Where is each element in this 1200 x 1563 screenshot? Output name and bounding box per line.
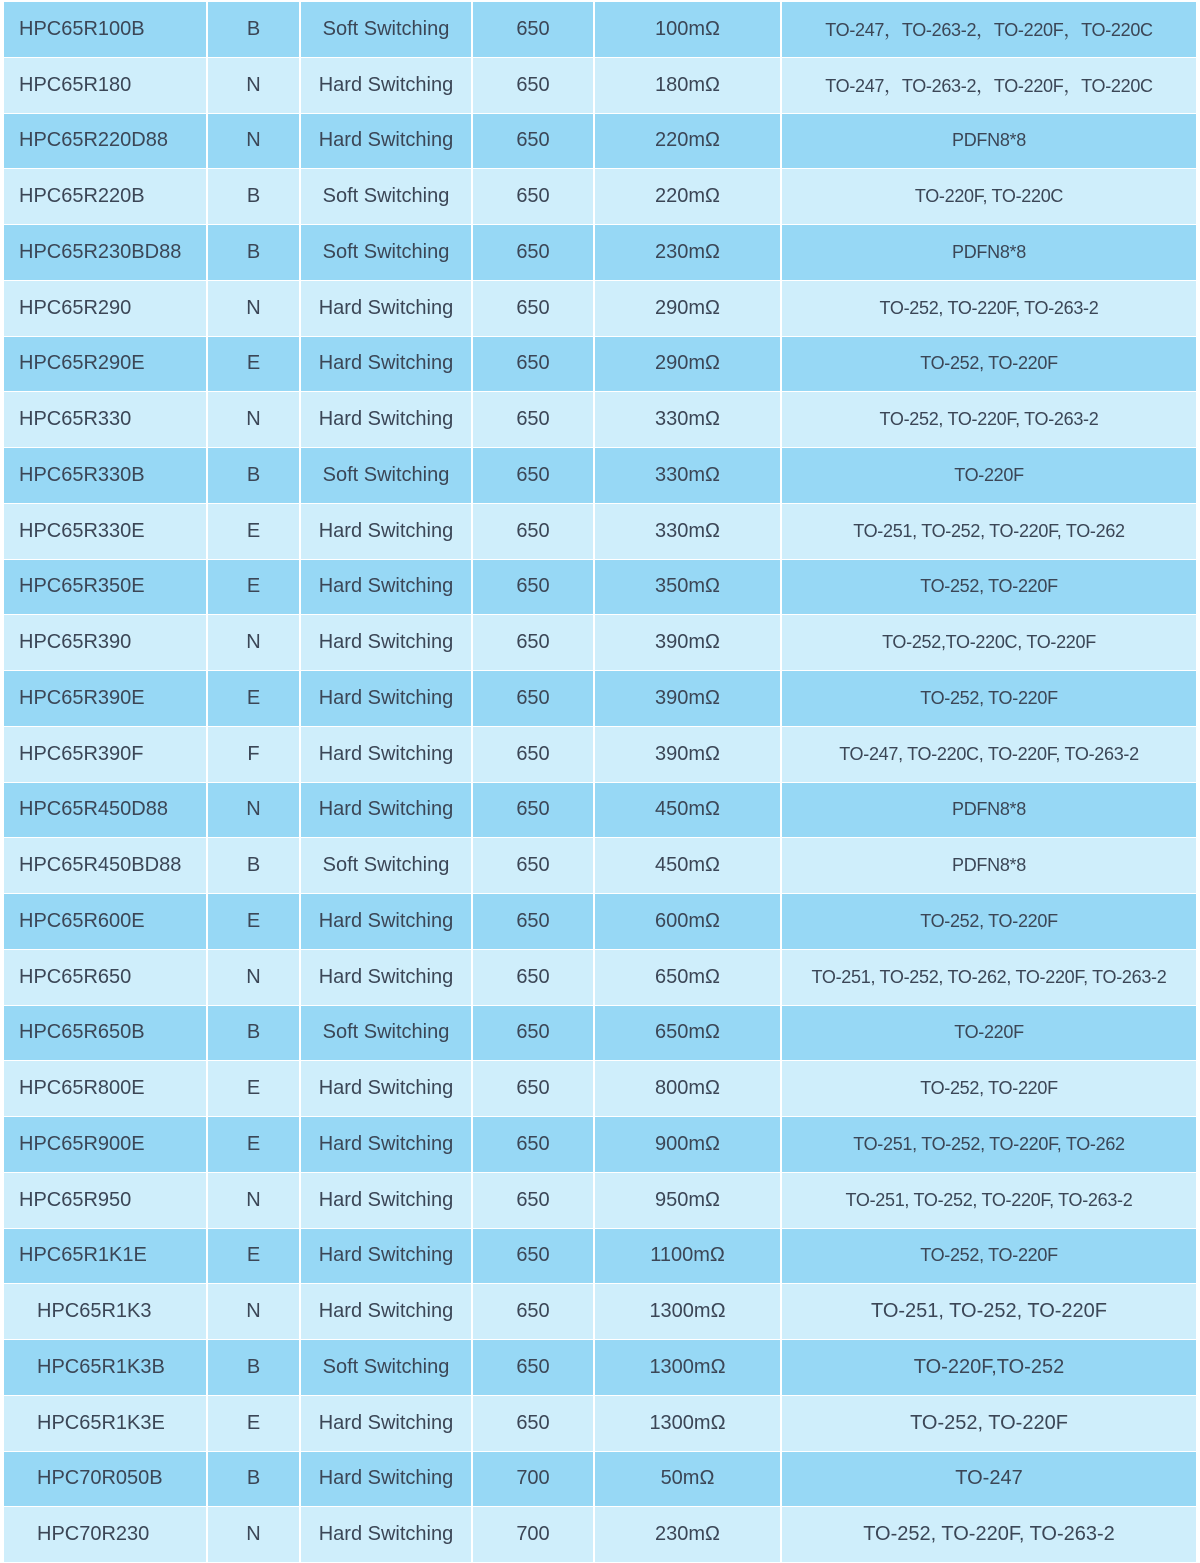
package-cell: TO-251, TO-252, TO-220F, TO-262 [853,520,1125,541]
table-row [4,504,1196,560]
package-cell: TO-220F [954,1022,1024,1043]
resistance-cell: 330mΩ [595,448,782,503]
type-cell: B [208,838,301,893]
package-cell: TO-251, TO-252, TO-220F [870,1300,1108,1323]
resistance-cell: 600mΩ [595,894,782,949]
part-number-cell: HPC65R330B [4,448,208,503]
voltage-cell: 650 [473,337,595,392]
package-cell: TO-252, TO-220F [920,576,1058,597]
type-cell: B [208,2,301,57]
switching-mode-cell: Hard Switching [301,615,473,670]
part-number-cell: HPC65R1K3B [4,1340,208,1395]
switching-mode-cell: Hard Switching [301,894,473,949]
table-row [4,1006,1196,1062]
type-cell: B [208,1452,301,1507]
part-number-cell: HPC65R650B [4,1006,208,1061]
package-cell: TO-251, TO-252, TO-220F, TO-263-2 [845,1189,1133,1210]
part-number-cell: HPC65R290E [4,337,208,392]
type-cell: N [208,392,301,447]
type-cell: E [208,671,301,726]
package-cell: TO-251, TO-252, TO-262, TO-220F, TO-263-2 [811,966,1167,987]
package-cell: TO-220F [954,464,1024,485]
switching-mode-cell: Hard Switching [301,560,473,615]
package-cell: TO-251, TO-252, TO-220F, TO-262 [853,1133,1125,1154]
voltage-cell: 650 [473,1061,595,1116]
switching-mode-cell: Hard Switching [301,1229,473,1284]
table-row [4,1340,1196,1396]
package-cell: TO-247 [955,1467,1023,1490]
table-row [4,1284,1196,1340]
resistance-cell: 290mΩ [595,281,782,336]
part-number-cell: HPC70R050B [4,1452,208,1507]
voltage-cell: 650 [473,225,595,280]
switching-mode-cell: Soft Switching [301,225,473,280]
package-cell: TO-252, TO-220F [920,1245,1058,1266]
voltage-cell: 650 [473,114,595,169]
switching-mode-cell: Hard Switching [301,671,473,726]
type-cell: B [208,169,301,224]
switching-mode-cell: Soft Switching [301,448,473,503]
switching-mode-cell: Hard Switching [301,504,473,559]
table-row [4,448,1196,504]
table-row [4,1229,1196,1285]
part-number-cell: HPC65R450D88 [4,783,208,838]
type-cell: B [208,1006,301,1061]
type-cell: E [208,1117,301,1172]
package-cell: TO-247，TO-263-2，TO-220F，TO-220C [825,20,1153,41]
package-cell: TO-220F,TO-252 [913,1355,1065,1378]
package-cell: TO-252, TO-220F [920,353,1058,374]
package-cell: TO-252, TO-220F [920,687,1058,708]
type-cell: E [208,1229,301,1284]
type-cell: B [208,225,301,280]
type-cell: N [208,783,301,838]
resistance-cell: 650mΩ [595,1006,782,1061]
part-number-cell: HPC65R900E [4,1117,208,1172]
voltage-cell: 650 [473,58,595,113]
package-cell: TO-252, TO-220F [920,1078,1058,1099]
resistance-cell: 390mΩ [595,727,782,782]
switching-mode-cell: Hard Switching [301,1507,473,1562]
voltage-cell: 650 [473,894,595,949]
part-number-cell: HPC65R220B [4,169,208,224]
type-cell: N [208,58,301,113]
type-cell: N [208,114,301,169]
type-cell: E [208,504,301,559]
part-number-cell: HPC65R350E [4,560,208,615]
part-number-cell: HPC65R950 [4,1173,208,1228]
resistance-cell: 180mΩ [595,58,782,113]
resistance-cell: 350mΩ [595,560,782,615]
switching-mode-cell: Soft Switching [301,1340,473,1395]
voltage-cell: 650 [473,392,595,447]
table-row [4,2,1196,58]
voltage-cell: 650 [473,169,595,224]
part-number-cell: HPC65R290 [4,281,208,336]
voltage-cell: 650 [473,1229,595,1284]
resistance-cell: 290mΩ [595,337,782,392]
switching-mode-cell: Hard Switching [301,337,473,392]
type-cell: E [208,894,301,949]
switching-mode-cell: Hard Switching [301,1173,473,1228]
resistance-cell: 390mΩ [595,671,782,726]
resistance-cell: 1300mΩ [595,1284,782,1339]
switching-mode-cell: Hard Switching [301,1452,473,1507]
voltage-cell: 700 [473,1452,595,1507]
type-cell: B [208,448,301,503]
resistance-cell: 450mΩ [595,783,782,838]
part-number-cell: HPC65R100B [4,2,208,57]
voltage-cell: 650 [473,1006,595,1061]
resistance-cell: 650mΩ [595,950,782,1005]
switching-mode-cell: Hard Switching [301,1117,473,1172]
switching-mode-cell: Hard Switching [301,1396,473,1451]
package-cell: TO-252,TO-220C, TO-220F [882,632,1096,653]
table-row [4,838,1196,894]
type-cell: N [208,281,301,336]
voltage-cell: 650 [473,504,595,559]
table-row [4,560,1196,616]
table-row [4,281,1196,337]
table-row [4,114,1196,170]
voltage-cell: 650 [473,783,595,838]
table-row [4,615,1196,671]
voltage-cell: 650 [473,1117,595,1172]
package-cell: TO-247，TO-263-2，TO-220F，TO-220C [825,76,1153,97]
part-number-cell: HPC65R390F [4,727,208,782]
type-cell: N [208,1284,301,1339]
voltage-cell: 650 [473,838,595,893]
switching-mode-cell: Soft Switching [301,838,473,893]
resistance-cell: 220mΩ [595,169,782,224]
part-number-cell: HPC65R330 [4,392,208,447]
resistance-cell: 1300mΩ [595,1340,782,1395]
type-cell: N [208,615,301,670]
part-number-cell: HPC65R230BD88 [4,225,208,280]
voltage-cell: 650 [473,671,595,726]
resistance-cell: 100mΩ [595,2,782,57]
resistance-cell: 950mΩ [595,1173,782,1228]
package-cell: TO-252, TO-220F [910,1411,1068,1434]
package-cell: TO-252, TO-220F, TO-263-2 [879,409,1099,430]
switching-mode-cell: Hard Switching [301,727,473,782]
switching-mode-cell: Hard Switching [301,783,473,838]
package-cell: TO-252, TO-220F, TO-263-2 [879,297,1099,318]
type-cell: E [208,1396,301,1451]
table-row [4,1452,1196,1508]
switching-mode-cell: Hard Switching [301,281,473,336]
type-cell: N [208,1173,301,1228]
part-number-cell: HPC65R330E [4,504,208,559]
type-cell: N [208,1507,301,1562]
package-cell: TO-252, TO-220F, TO-263-2 [863,1523,1115,1546]
part-number-cell: HPC65R1K3 [4,1284,208,1339]
part-number-cell: HPC65R800E [4,1061,208,1116]
voltage-cell: 650 [473,727,595,782]
switching-mode-cell: Hard Switching [301,1061,473,1116]
resistance-cell: 220mΩ [595,114,782,169]
switching-mode-cell: Soft Switching [301,1006,473,1061]
voltage-cell: 650 [473,281,595,336]
resistance-cell: 330mΩ [595,392,782,447]
resistance-cell: 450mΩ [595,838,782,893]
part-number-cell: HPC65R1K1E [4,1229,208,1284]
table-row [4,1117,1196,1173]
voltage-cell: 650 [473,2,595,57]
voltage-cell: 650 [473,950,595,1005]
switching-mode-cell: Hard Switching [301,950,473,1005]
part-number-cell: HPC65R600E [4,894,208,949]
table-row [4,950,1196,1006]
table-row [4,1396,1196,1452]
table-row [4,1173,1196,1229]
voltage-cell: 650 [473,1340,595,1395]
table-row [4,169,1196,225]
table-row [4,337,1196,393]
package-cell: PDFN8*8 [952,241,1026,262]
resistance-cell: 230mΩ [595,225,782,280]
package-cell: TO-252, TO-220F [920,910,1058,931]
table-row [4,1507,1196,1563]
part-number-cell: HPC65R1K3E [4,1396,208,1451]
voltage-cell: 650 [473,1173,595,1228]
package-cell: TO-220F, TO-220C [914,186,1064,207]
package-cell: PDFN8*8 [952,799,1026,820]
type-cell: N [208,950,301,1005]
table-row [4,727,1196,783]
resistance-cell: 1100mΩ [595,1229,782,1284]
table-row [4,1061,1196,1117]
voltage-cell: 650 [473,615,595,670]
table-row [4,894,1196,950]
type-cell: B [208,1340,301,1395]
type-cell: E [208,560,301,615]
switching-mode-cell: Hard Switching [301,58,473,113]
voltage-cell: 650 [473,1284,595,1339]
resistance-cell: 800mΩ [595,1061,782,1116]
resistance-cell: 1300mΩ [595,1396,782,1451]
product-table [4,2,1196,1563]
switching-mode-cell: Hard Switching [301,1284,473,1339]
part-number-cell: HPC65R450BD88 [4,838,208,893]
package-cell: TO-247, TO-220C, TO-220F, TO-263-2 [839,743,1139,764]
voltage-cell: 650 [473,448,595,503]
part-number-cell: HPC65R650 [4,950,208,1005]
switching-mode-cell: Soft Switching [301,2,473,57]
type-cell: E [208,337,301,392]
part-number-cell: HPC65R220D88 [4,114,208,169]
switching-mode-cell: Hard Switching [301,392,473,447]
table-row [4,671,1196,727]
resistance-cell: 900mΩ [595,1117,782,1172]
package-cell: PDFN8*8 [952,130,1026,151]
table-row [4,225,1196,281]
type-cell: E [208,1061,301,1116]
package-cell: PDFN8*8 [952,855,1026,876]
switching-mode-cell: Soft Switching [301,169,473,224]
voltage-cell: 650 [473,1396,595,1451]
part-number-cell: HPC70R230 [4,1507,208,1562]
switching-mode-cell: Hard Switching [301,114,473,169]
resistance-cell: 50mΩ [595,1452,782,1507]
resistance-cell: 230mΩ [595,1507,782,1562]
part-number-cell: HPC65R390 [4,615,208,670]
voltage-cell: 700 [473,1507,595,1562]
part-number-cell: HPC65R390E [4,671,208,726]
resistance-cell: 330mΩ [595,504,782,559]
type-cell: F [208,727,301,782]
table-row [4,783,1196,839]
part-number-cell: HPC65R180 [4,58,208,113]
table-row [4,392,1196,448]
resistance-cell: 390mΩ [595,615,782,670]
voltage-cell: 650 [473,560,595,615]
table-row [4,58,1196,114]
